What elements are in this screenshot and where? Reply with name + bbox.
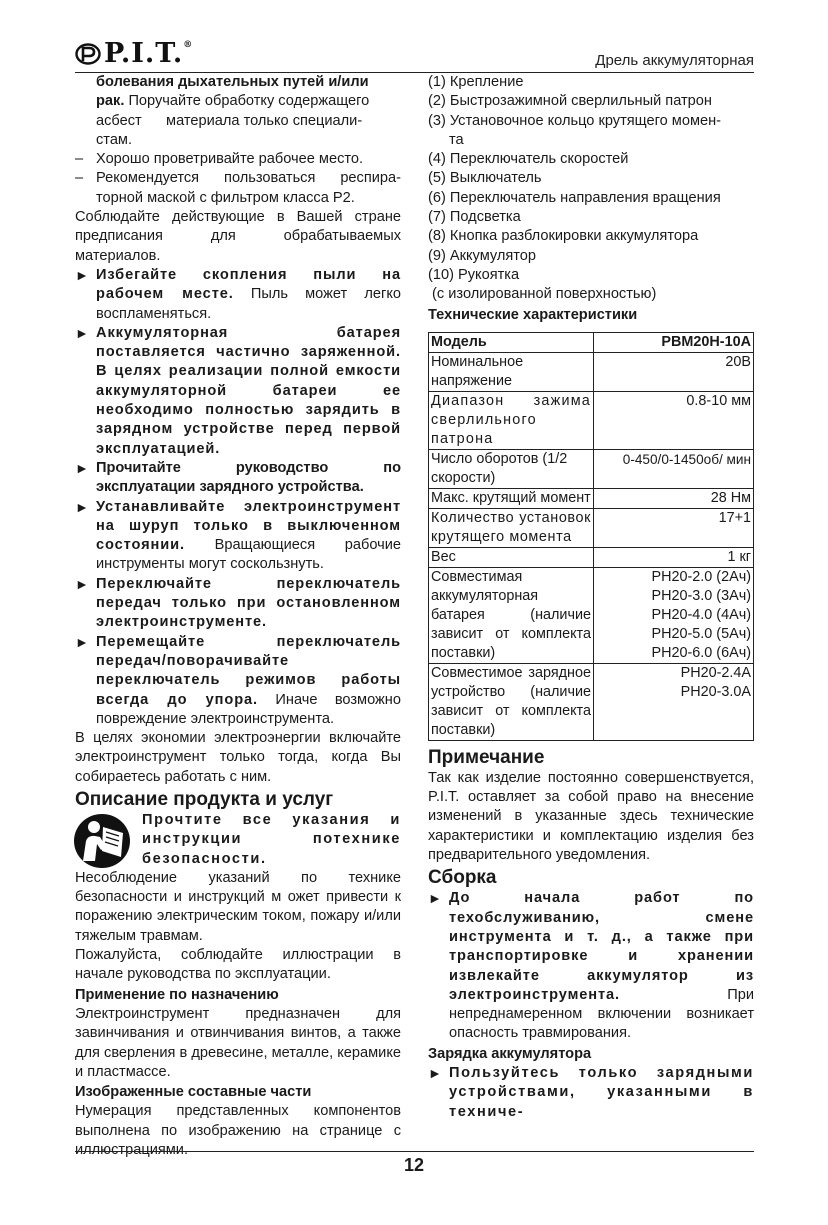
section-heading: Сборка <box>428 867 497 889</box>
paragraph: Соблюдайте действующие в Вашей стране предписания для обрабатываемых материалов. <box>75 209 401 264</box>
safety-item <box>75 459 401 498</box>
pit-logo-icon <box>75 43 101 65</box>
read-manual-icon <box>73 813 133 869</box>
safety-item <box>75 266 401 324</box>
table-row <box>429 567 754 663</box>
list-item-text: Рекомендуется пользоваться респира-торной маской с фильтром класса Р2. <box>96 170 401 206</box>
list-item <box>75 169 401 208</box>
text-line: Поручайте обработку содержащего <box>124 93 370 110</box>
subsection-heading: Применение по назначению <box>75 986 279 1003</box>
safety-item <box>428 889 754 1043</box>
brand-name: P.I.T. <box>104 38 184 69</box>
safety-item <box>428 1064 754 1122</box>
table-row <box>429 547 754 567</box>
spec-label: Номинальное напряжение <box>429 352 594 391</box>
safety-item-bold: Переключайте переключатель передач только при остановленном электроинструменте. <box>96 575 401 631</box>
component-item: (3) Установочное кольцо крутящего момен- <box>428 112 722 129</box>
safety-item-bold: Аккумуляторная батарея поставляется частично заряженной. В целях реализации полной емкости аккумуляторной батареи ее необходимо полностью зарядить в зарядном устройстве перед первой эксплуатацией. <box>96 324 401 457</box>
spec-label: Количество установок крутящего момента <box>429 508 594 547</box>
read-instructions-warning <box>75 811 401 869</box>
spec-label: Совместимая аккумуляторная батарея (наличие зависит от комплекта поставки) <box>429 567 594 663</box>
spec-value <box>594 567 754 663</box>
brand-logo <box>75 38 193 69</box>
component-item: (4) Переключатель скоростей <box>428 151 629 168</box>
battery-option: PH20-2.0 (2Ач) <box>651 568 751 585</box>
spec-label: Число оборотов (1/2 скорости) <box>429 449 594 488</box>
table-row <box>429 508 754 547</box>
component-item: (с изолированной поверхностью) <box>428 286 657 303</box>
component-item: (5) Выключатель <box>428 170 542 187</box>
arrow-bullet-icon: ► <box>75 633 89 650</box>
spec-value: 20В <box>594 352 754 391</box>
arrow-bullet-icon: ► <box>75 459 89 476</box>
battery-option: PH20-5.0 (5Ач) <box>651 625 751 642</box>
table-row <box>429 488 754 508</box>
spec-label: Диапазон зажима сверлильного патрона <box>429 391 594 449</box>
arrow-bullet-icon: ► <box>75 324 89 341</box>
table-header-cell: PBM20H-10A <box>594 332 754 352</box>
charger-option: PH20-2.4A <box>680 664 751 681</box>
arrow-bullet-icon: ► <box>75 575 89 592</box>
text-line: болевания дыхательных путей и/или <box>96 74 369 90</box>
section-heading: Описание продукта и услуг <box>75 788 334 810</box>
dash-bullet: – <box>75 151 84 168</box>
table-row <box>429 449 754 488</box>
document-title: Дрель аккумуляторная <box>595 52 754 69</box>
table-header-row <box>429 332 754 352</box>
spec-label: Совместимое зарядное устройство (наличие зависит от комплекта поставки) <box>429 663 594 740</box>
dash-bullet: – <box>75 170 84 187</box>
safety-item-bold: Перемещайте переключатель передач/поворачивайте переключатель режимов работы всегда до упора. <box>96 633 401 708</box>
safety-item <box>75 575 401 633</box>
spec-value: 17+1 <box>594 508 754 547</box>
left-column <box>75 73 401 1160</box>
component-item: (2) Быстрозажимной сверлильный патрон <box>428 93 712 110</box>
table-row <box>429 391 754 449</box>
table-row <box>429 352 754 391</box>
subsection-heading: Изображенные составные части <box>75 1084 312 1101</box>
subsection-heading: Зарядка аккумулятора <box>428 1045 592 1062</box>
arrow-bullet-icon: ► <box>75 498 89 515</box>
paragraph: Электроинструмент предназначен для завинчивания и отвинчивания винтов, а также для сверления в древесине, металле, керамике и пластмассе. <box>75 1005 401 1080</box>
spec-label: Вес <box>429 547 594 567</box>
battery-option: PH20-6.0 (6Ач) <box>651 644 751 661</box>
warning-text: Прочтите все указания и инструкции потехнике безопасности. <box>142 811 401 867</box>
charger-option: PH20-3.0A <box>680 683 751 700</box>
text-line: стам. <box>96 131 133 148</box>
footer-divider <box>75 1151 754 1152</box>
spec-value <box>594 663 754 740</box>
safety-item <box>75 498 401 575</box>
arrow-bullet-icon: ► <box>75 266 89 283</box>
registered-mark: ® <box>183 40 194 50</box>
spec-value: 0.8-10 мм <box>594 391 754 449</box>
list-item-text: Хорошо проветривайте рабочее место. <box>96 151 364 168</box>
safety-item-bold: Прочитайте руководство по эксплуатации зарядного устройства. <box>96 459 401 496</box>
spec-value: 1 кг <box>594 547 754 567</box>
safety-item-text: Вращающиеся рабочие инструменты могут соскользнуть. <box>96 537 401 573</box>
components-list <box>428 73 754 305</box>
safety-item-bold: Избегайте скопления пыли на рабочем месте. <box>96 266 401 303</box>
specs-table <box>428 332 754 741</box>
right-column <box>428 73 754 1122</box>
component-item: (9) Аккумулятор <box>428 247 537 264</box>
text-line: асбест материала только специали- <box>96 112 363 129</box>
arrow-bullet-icon: ► <box>428 890 442 907</box>
section-heading: Примечание <box>428 746 545 768</box>
paragraph: Так как изделие постоянно совершенствуется, P.I.T. оставляет за собой право на внесение изменений в указанные здесь технические характеристики и комплектацию изделия без предварительного уведомления. <box>428 769 754 864</box>
spec-value: 0-450/0-1450об/ мин <box>594 449 754 488</box>
component-item: (8) Кнопка разблокировки аккумулятора <box>428 228 699 245</box>
spec-value: 28 Нм <box>594 488 754 508</box>
safety-item-text: Иначе возможно повреждение электроинструмента. <box>96 691 401 727</box>
paragraph: Нумерация представленных компонентов выполнена по изображению на странице с иллюстрациями. <box>75 1103 401 1159</box>
subsection-heading: Технические характеристики <box>428 306 638 323</box>
battery-option: PH20-4.0 (4Ач) <box>651 606 751 623</box>
component-item: (6) Переключатель направления вращения <box>428 189 721 206</box>
safety-item-bold: До начала работ по техобслуживанию, смене инструмента и т. д., а также при транспортировке и хранении извлекайте аккумулятор из электроинструмента. <box>449 890 754 1003</box>
safety-item-text: При непреднамеренном включении возникает опасность травмирования. <box>449 986 754 1042</box>
safety-item-text: Пыль может легко воспламеняться. <box>96 286 401 322</box>
table-header-cell: Модель <box>429 332 594 352</box>
text-bold: рак. <box>96 93 125 110</box>
arrow-bullet-icon: ► <box>428 1065 442 1082</box>
safety-item <box>75 324 401 459</box>
safety-item-bold: Пользуйтесь только зарядными устройствами, указанными в техниче- <box>449 1065 754 1120</box>
battery-option: PH20-3.0 (3Ач) <box>651 587 751 604</box>
paragraph: Несоблюдение указаний по технике безопасности и инструкций м ожет привести к поражению электрическим током, пожару и/или тяжелым травмам. <box>75 869 401 944</box>
list-item <box>75 150 401 169</box>
safety-item-bold: Устанавливайте электроинструмент на шуруп только в выключенном состоянии. <box>96 498 401 554</box>
component-item: (1) Крепление <box>428 74 524 90</box>
paragraph: В целях экономии электроэнергии включайте электроинструмент только тогда, когда Вы собираетесь работать с ним. <box>75 730 401 785</box>
page-number: 12 <box>403 1155 425 1175</box>
component-item: (10) Рукоятка <box>428 266 520 283</box>
paragraph: Пожалуйста, соблюдайте иллюстрации в начале руководства по эксплуатации. <box>75 947 401 983</box>
component-item: та <box>449 131 464 148</box>
safety-item <box>75 633 401 729</box>
table-row <box>429 663 754 740</box>
component-item: (7) Подсветка <box>428 209 521 226</box>
spec-label: Макс. крутящий момент <box>429 488 594 508</box>
